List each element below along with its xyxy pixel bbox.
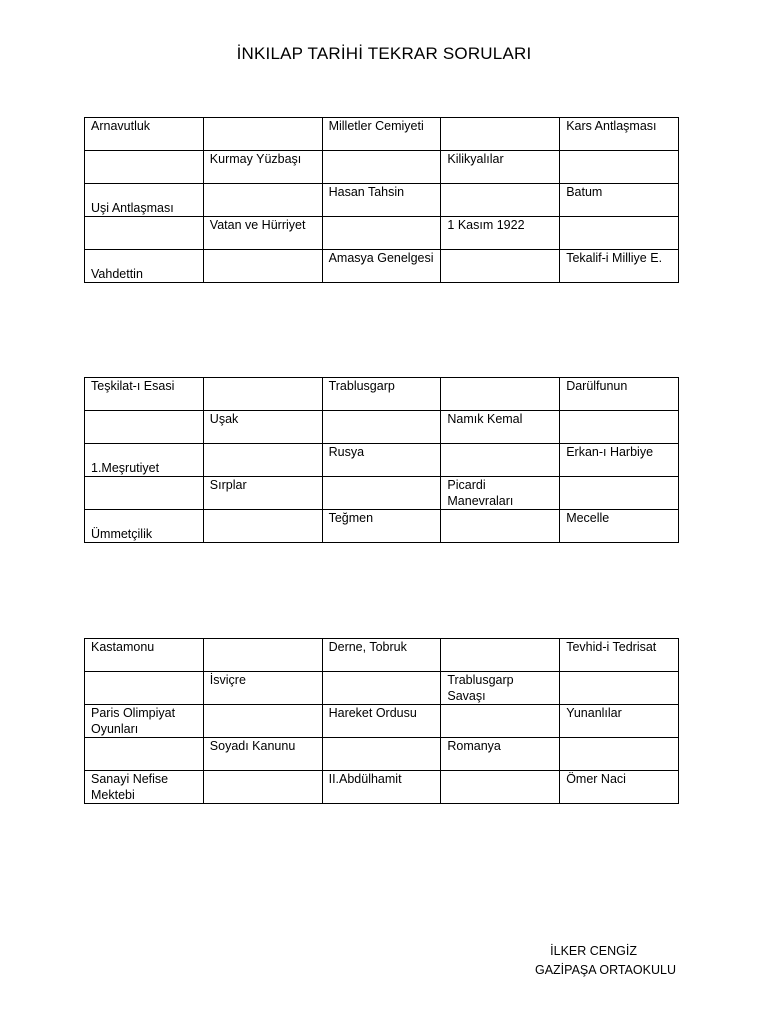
table-row — [85, 378, 679, 411]
table-cell: Derne, Tobruk — [322, 639, 441, 672]
table-cell: Rusya — [322, 444, 441, 477]
table-row — [85, 672, 679, 705]
table-cell — [322, 151, 441, 184]
table-cell: Uşi Antlaşması — [85, 184, 204, 217]
table-row — [85, 510, 679, 543]
table-cell: Namık Kemal — [441, 411, 560, 444]
table-row — [85, 477, 679, 510]
table-cell: 1 Kasım 1922 — [441, 217, 560, 250]
table-cell — [203, 378, 322, 411]
table-cell — [203, 771, 322, 804]
table-cell — [322, 672, 441, 705]
table-cell: Uşak — [203, 411, 322, 444]
table-cell — [203, 118, 322, 151]
table-row — [85, 738, 679, 771]
quiz-table-1 — [84, 117, 679, 283]
table-cell: Erkan-ı Harbiye — [560, 444, 679, 477]
table-cell: Ümmetçilik — [85, 510, 204, 543]
table-cell: Yunanlılar — [560, 705, 679, 738]
table-cell: Arnavutluk — [85, 118, 204, 151]
table-cell: Sırplar — [203, 477, 322, 510]
table-cell — [560, 477, 679, 510]
table-cell — [441, 184, 560, 217]
table-cell: Batum — [560, 184, 679, 217]
table-cell: Kilikyalılar — [441, 151, 560, 184]
page-title: İNKILAP TARİHİ TEKRAR SORULARI — [236, 44, 532, 63]
table-cell: Kars Antlaşması — [560, 118, 679, 151]
table-cell: Teğmen — [322, 510, 441, 543]
table-cell — [85, 738, 204, 771]
table-cell: Vahdettin — [85, 250, 204, 283]
table-cell: 1.Meşrutiyet — [85, 444, 204, 477]
table-cell: İsviçre — [203, 672, 322, 705]
table-cell: Teşkilat-ı Esasi — [85, 378, 204, 411]
table-cell: Trablusgarp Savaşı — [441, 672, 560, 705]
table-row — [85, 151, 679, 184]
table-cell — [441, 510, 560, 543]
table-cell — [85, 411, 204, 444]
table-cell — [203, 444, 322, 477]
quiz-table-2 — [84, 377, 679, 543]
table-cell — [560, 411, 679, 444]
table-cell — [322, 217, 441, 250]
table-cell: Mecelle — [560, 510, 679, 543]
table-cell — [441, 705, 560, 738]
table-cell: Tevhid-i Tedrisat — [560, 639, 679, 672]
table-cell: Hasan Tahsin — [322, 184, 441, 217]
table-cell — [203, 705, 322, 738]
table-cell — [560, 151, 679, 184]
table-cell: Milletler Cemiyeti — [322, 118, 441, 151]
table-cell — [322, 411, 441, 444]
table-cell — [203, 639, 322, 672]
table-cell: Picardi Manevraları — [441, 477, 560, 510]
table-row — [85, 771, 679, 804]
table-cell — [441, 250, 560, 283]
table-cell — [441, 378, 560, 411]
table-cell — [560, 672, 679, 705]
table-cell: Tekalif-i Milliye E. — [560, 250, 679, 283]
table-cell: Paris Olimpiyat Oyunları — [85, 705, 204, 738]
table-cell: Ömer Naci — [560, 771, 679, 804]
table-cell — [85, 151, 204, 184]
table-cell — [560, 217, 679, 250]
table-cell — [85, 217, 204, 250]
table-cell — [322, 477, 441, 510]
table-cell: Kurmay Yüzbaşı — [203, 151, 322, 184]
table-row — [85, 639, 679, 672]
quiz-table-3 — [84, 638, 679, 804]
table-cell: Trablusgarp — [322, 378, 441, 411]
table-cell: Romanya — [441, 738, 560, 771]
table-row — [85, 184, 679, 217]
table-row — [85, 411, 679, 444]
table-cell — [441, 118, 560, 151]
table-cell: Soyadı Kanunu — [203, 738, 322, 771]
table-cell — [203, 250, 322, 283]
table-cell — [560, 738, 679, 771]
table-cell: Hareket Ordusu — [322, 705, 441, 738]
table-cell — [203, 510, 322, 543]
table-cell — [441, 639, 560, 672]
table-cell — [203, 184, 322, 217]
author-name: İLKER CENGİZ — [550, 944, 637, 958]
table-cell: Kastamonu — [85, 639, 204, 672]
table-row — [85, 444, 679, 477]
school-name: GAZİPAŞA ORTAOKULU — [534, 963, 676, 977]
table-cell: II.Abdülhamit — [322, 771, 441, 804]
table-row — [85, 705, 679, 738]
table-cell: Vatan ve Hürriyet — [203, 217, 322, 250]
table-cell — [85, 477, 204, 510]
table-row — [85, 217, 679, 250]
table-cell: Darülfunun — [560, 378, 679, 411]
table-cell: Amasya Genelgesi — [322, 250, 441, 283]
table-cell — [322, 738, 441, 771]
table-cell — [441, 444, 560, 477]
table-row — [85, 250, 679, 283]
table-row — [85, 118, 679, 151]
table-cell — [85, 672, 204, 705]
table-cell: Sanayi Nefise Mektebi — [85, 771, 204, 804]
table-cell — [441, 771, 560, 804]
